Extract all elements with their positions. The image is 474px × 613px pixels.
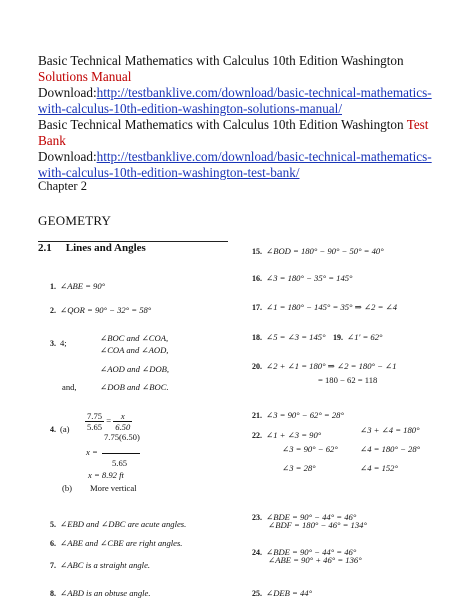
problem-23-line-2: ∠BDF = 180° − 46° = 134°	[268, 520, 367, 530]
problem-22: 22. ∠1 + ∠3 = 90°	[252, 430, 322, 440]
header-line-1: Basic Technical Mathematics with Calculus 10th Edition Washington	[38, 53, 404, 68]
problem-21: 21. ∠3 = 90° − 62° = 28°	[252, 410, 344, 420]
header-line-7	[38, 149, 432, 165]
problem-3-and: and,	[62, 382, 77, 392]
problem-20-line-2: = 180 − 62 = 118	[318, 375, 378, 385]
problem-17: 17. ∠1 = 180° − 145° = 35° ⇒ ∠2 = ∠4	[252, 302, 398, 312]
problem-18: 18. ∠5 = ∠3 = 145°	[252, 332, 326, 342]
chapter-label: Chapter 2	[38, 179, 87, 193]
problem-19: 19. ∠1' = 62°	[333, 332, 383, 342]
problem-1: 1. ∠ABE = 90°	[50, 281, 106, 291]
solutions-manual-link-cont[interactable]: with-calculus-10th-edition-washington-solutions-manual/	[38, 101, 342, 116]
fraction-left: $\frac{7.75}{5.65}$	[87, 411, 103, 432]
problem-22-left-2: ∠3 = 90° − 62°	[282, 444, 338, 454]
section-number: 2.1	[38, 242, 52, 254]
problem-4-denominator: 5.65	[112, 458, 128, 468]
problem-16: 16. ∠3 = 180° − 35° = 145°	[252, 273, 353, 283]
fraction-right: $\frac{x}{6.50}$	[115, 411, 131, 432]
test-bank-link-cont[interactable]: with-calculus-10th-edition-washington-test-bank/	[38, 165, 300, 180]
problem-24-line-2: ∠ABE = 90° + 46° = 136°	[268, 555, 362, 565]
problem-23: 23. ∠BDE = 90° − 44° = 46°	[252, 512, 357, 522]
header-line-2: Solutions Manual	[38, 69, 132, 84]
problem-4-result: x = 8.92 ft	[88, 470, 124, 480]
problem-22-right-3: ∠4 = 152°	[360, 463, 398, 473]
header-line-3	[38, 85, 432, 101]
problem-3: 3. 4;	[50, 338, 67, 348]
problem-20: 20. ∠2 + ∠1 = 180° ⇒ ∠2 = 180° − ∠1	[252, 361, 397, 371]
header-line-5	[38, 117, 428, 133]
problem-5: 5. ∠EBD and ∠DBC are acute angles.	[50, 519, 187, 529]
problem-4-fraction-bar	[102, 453, 140, 454]
problem-4-fraction-eq: $\frac{7.75}{5.65}$ = $\frac{x}{6.50}$	[87, 411, 131, 432]
problem-3-line-4: ∠DOB and ∠BOC.	[100, 382, 169, 392]
problem-4b: (b) More vertical	[62, 483, 137, 493]
problem-22-left-3: ∠3 = 28°	[282, 463, 316, 473]
problem-22-right-2: ∠4 = 180° − 28°	[360, 444, 421, 454]
test-bank-link[interactable]: http://testbanklive.com/download/basic-technical-mathematics-	[96, 149, 432, 164]
header-text: Basic Technical Mathematics with Calculus 10th Edition Washington	[38, 117, 404, 132]
problem-6: 6. ∠ABE and ∠CBE are right angles.	[50, 538, 183, 548]
problem-4: 4. (a)	[50, 424, 70, 434]
header-line-4	[38, 101, 342, 117]
problem-3-line-1: ∠BOC and ∠COA,	[100, 333, 169, 343]
test-label: Test	[406, 117, 429, 132]
problem-15: 15. ∠BOD = 180° − 90° − 50° = 40°	[252, 246, 384, 256]
problem-3-line-2: ∠COA and ∠AOD,	[100, 345, 169, 355]
problem-25: 25. ∠DEB = 44°	[252, 588, 313, 598]
section-name: Lines and Angles	[65, 242, 146, 254]
section-heading	[38, 242, 146, 254]
problem-4-x-eq: x =	[86, 447, 98, 457]
problem-22-right-1: ∠3 + ∠4 = 180°	[360, 425, 420, 435]
problem-4-product: 7.75(6.50)	[104, 432, 140, 442]
header-line-6: Bank	[38, 133, 66, 148]
problem-7: 7. ∠ABC is a straight angle.	[50, 560, 151, 570]
problem-2: 2. ∠QOR = 90° − 32° = 58°	[50, 305, 152, 315]
download-label: Download:	[38, 85, 97, 100]
page-title: GEOMETRY	[38, 213, 112, 228]
solutions-manual-link[interactable]: http://testbanklive.com/download/basic-technical-mathematics-	[96, 85, 432, 100]
problem-3-line-3: ∠AOD and ∠DOB,	[100, 364, 170, 374]
problem-8: 8. ∠ABD is an obtuse angle.	[50, 588, 151, 598]
problem-24: 24. ∠BDE = 90° − 44° = 46°	[252, 547, 357, 557]
download-label-2: Download:	[38, 149, 97, 164]
